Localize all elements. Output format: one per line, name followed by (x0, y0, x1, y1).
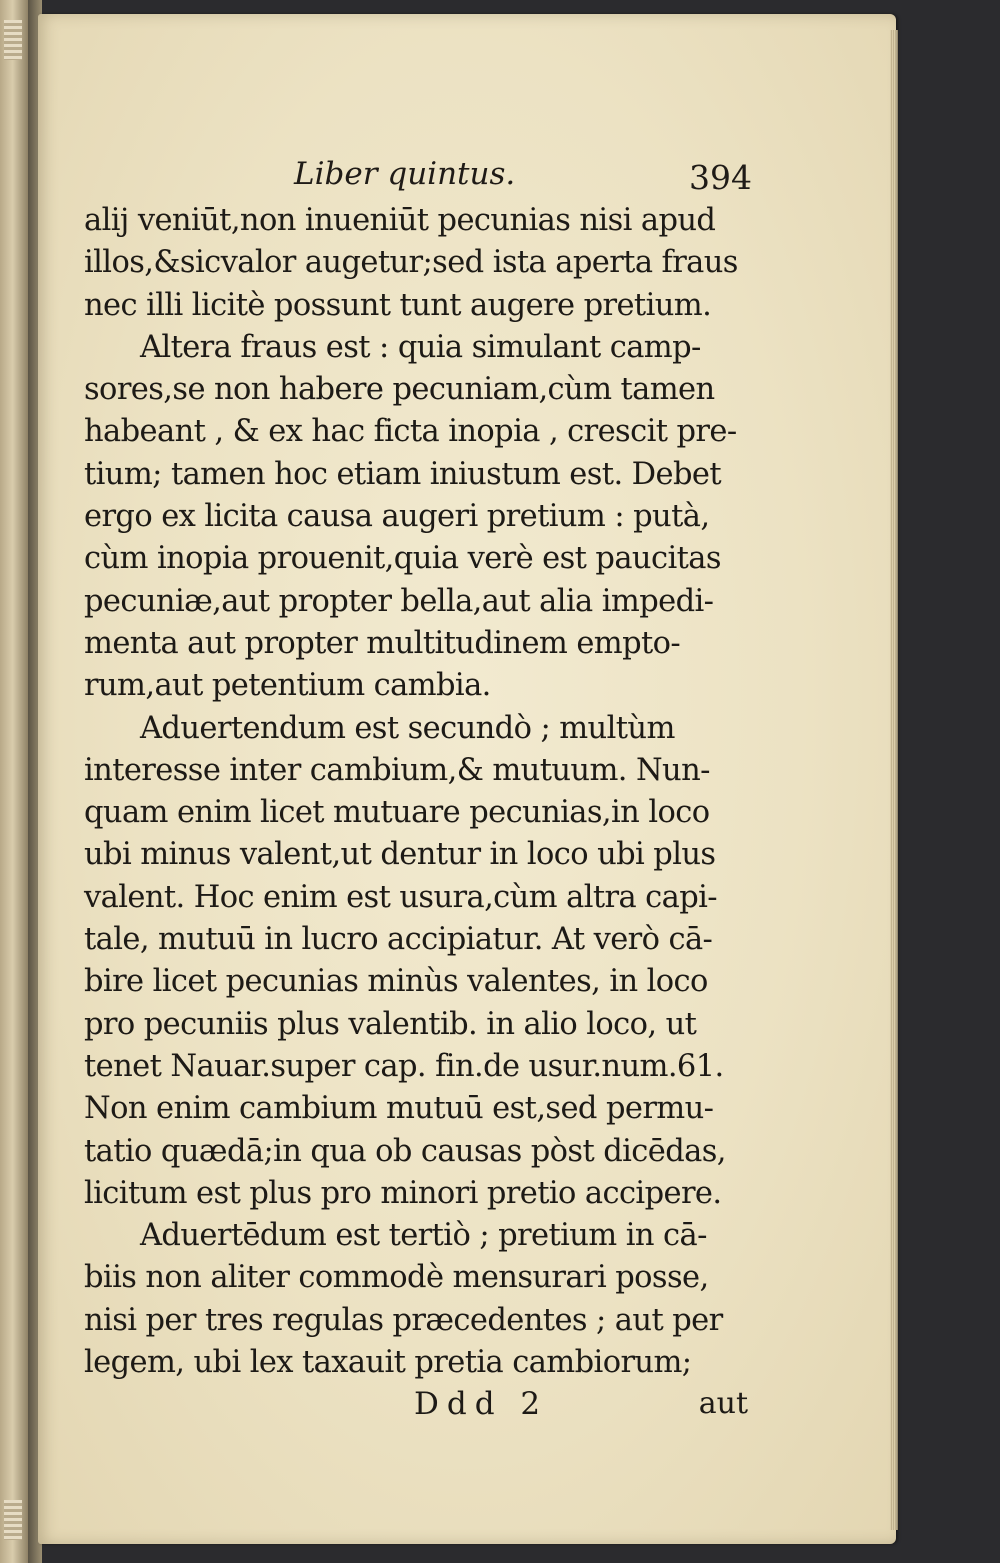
text-line: nec illi licitè possunt tunt augere pretium. (84, 287, 712, 323)
catchword: aut (698, 1386, 748, 1422)
text-line: legem, ubi lex taxauit pretia cambiorum; (84, 1345, 692, 1381)
text-line: habeant , & ex hac ficta inopia , crescit pre- (84, 414, 737, 450)
text-line: Altera fraus est : quia simulant camp- (140, 329, 701, 365)
page-footer (84, 1386, 754, 1430)
facing-page-edge (0, 0, 28, 1563)
text-line: ubi minus valent,ut dentur in loco ubi plus (84, 837, 716, 873)
body-text (84, 200, 754, 1384)
text-line: interesse inter cambium,& mutuum. Nun- (84, 752, 710, 788)
running-head: Liber quintus. (294, 156, 516, 192)
text-line: rum,aut petentium cambia. (84, 668, 491, 704)
text-line: alij veniūt,non inueniūt pecunias nisi apud (84, 203, 716, 238)
text-line: valent. Hoc enim est usura,cùm altra capi- (84, 879, 718, 915)
page-fore-edge (890, 30, 898, 1530)
text-line: cùm inopia prouenit,quia verè est paucitas (84, 541, 721, 577)
page-header (84, 152, 754, 200)
text-line: menta aut propter multitudinem empto- (84, 625, 681, 661)
text-line: Aduertendum est secundò ; multùm (140, 710, 675, 746)
text-line: illos,&sicvalor augetur;sed ista aperta fraus (84, 245, 738, 281)
text-line: bire licet pecunias minùs valentes, in loco (84, 964, 708, 1000)
text-line: ergo ex licita causa augeri pretium : putà, (84, 499, 710, 535)
text-line: tatio quædā;in qua ob causas pòst dicēdas, (84, 1133, 726, 1169)
page-stack-band (4, 1500, 22, 1540)
text-line: sores,se non habere pecuniam,cùm tamen (84, 372, 715, 408)
text-line: nisi per tres regulas præcedentes ; aut per (84, 1302, 723, 1338)
text-line: tium; tamen hoc etiam iniustum est. Debet (84, 456, 721, 492)
text-line: Aduertēdum est tertiò ; pretium in cā- (140, 1218, 707, 1254)
book-page (38, 14, 896, 1544)
text-line: biis non aliter commodè mensurari posse, (84, 1260, 709, 1296)
page-stack-band (4, 20, 22, 60)
text-line: Non enim cambium mutuū est,sed permu- (84, 1091, 714, 1127)
page-number: 394 (689, 158, 752, 197)
text-line: licitum est plus pro minori pretio accipere. (84, 1175, 722, 1211)
text-line: quam enim licet mutuare pecunias,in loco (84, 795, 710, 831)
text-line: pro pecuniis plus valentib. in alio loco, ut (84, 1006, 697, 1042)
text-line: tale, mutuū in lucro accipiatur. At verò cā- (84, 922, 713, 958)
text-line: tenet Nauar.super cap. fin.de usur.num.61. (84, 1048, 724, 1084)
text-line: pecuniæ,aut propter bella,aut alia impedi- (84, 583, 714, 619)
signature-mark: Ddd 2 (414, 1386, 549, 1423)
text-block (84, 152, 754, 1430)
